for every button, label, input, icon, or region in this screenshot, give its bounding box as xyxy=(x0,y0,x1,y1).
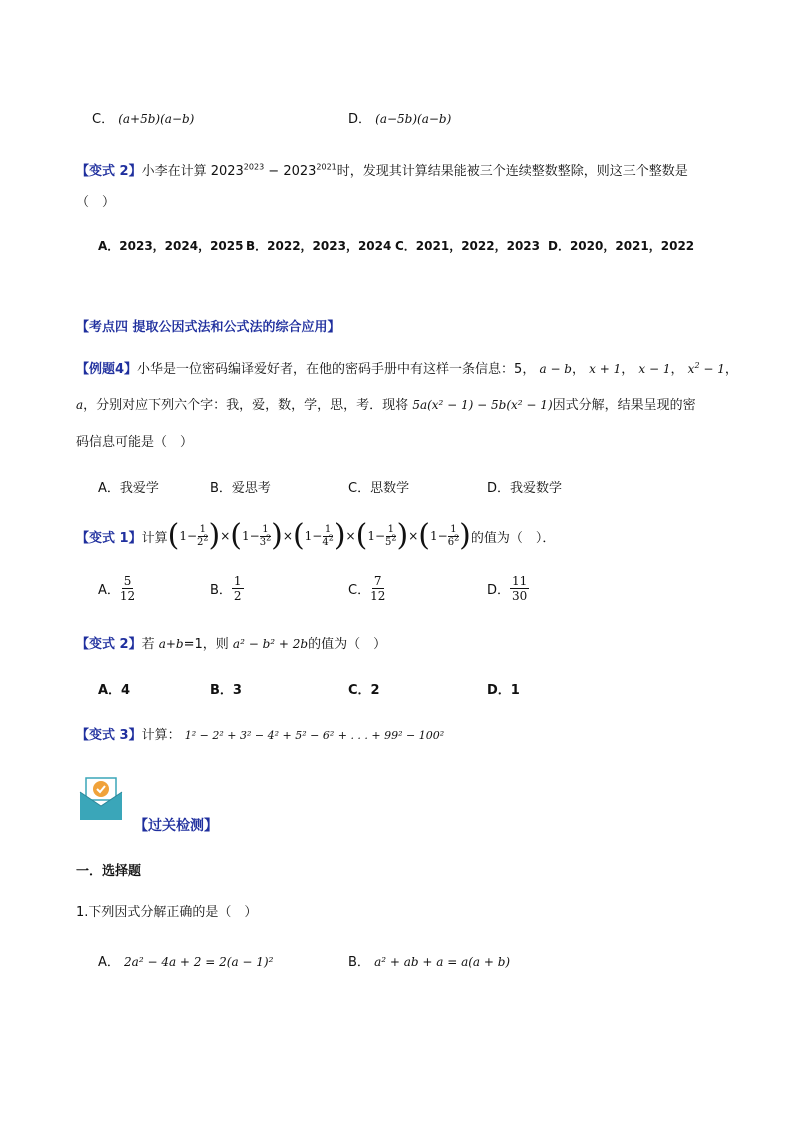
math-term: $x^2 - 1$ xyxy=(687,361,725,376)
question-text: 的值为（ ）． xyxy=(470,530,556,546)
variant-2-question xyxy=(76,160,688,179)
fraction: $\frac{11}{30}$ xyxy=(512,574,528,603)
option-d: D．1 xyxy=(487,683,520,698)
question-text: 小华是一位密码编译爱好者，在他的密码手册中有这样一条信息：5， xyxy=(137,362,536,377)
times-sign: × xyxy=(220,529,231,543)
option-c: C．2021，2022，2023 xyxy=(395,239,541,253)
question-text: 小李在计算 2023 xyxy=(141,164,244,179)
times-sign: × xyxy=(408,529,419,543)
question-text: − 2023 xyxy=(264,164,317,179)
variant-3-question: 【变式 3】计算： 1² − 2² + 3² − 4² + 5² − 6² + . . . + 99² − 100² xyxy=(76,728,445,743)
times-sign: × xyxy=(345,529,356,543)
option-a: A．4 xyxy=(98,683,131,698)
option-c: C．思数学 xyxy=(348,481,410,496)
product-factor: ( 1− $\frac{1}{2^2}$ ) xyxy=(167,518,221,553)
section-title: 【考点四 提取公因式法和公式法的综合应用】 xyxy=(76,320,341,335)
math-term: x − 1 xyxy=(638,362,671,376)
option-d: D．我爱数学 xyxy=(487,481,563,496)
option-a: A．2023，2024，2025 xyxy=(98,239,244,253)
exponent: 2023 xyxy=(243,162,265,172)
question-text: 计算 xyxy=(141,530,168,546)
option-c-prev xyxy=(92,108,194,127)
section-title: 【过关检测】 xyxy=(134,818,218,834)
math-expression: 5a(x² − 1) − 5b(x² − 1) xyxy=(412,398,553,412)
option-b: B． $\frac{1}{2}$ xyxy=(210,574,242,603)
variant-tag: 【变式 1】 xyxy=(76,530,142,546)
variant-1-question xyxy=(76,516,555,556)
fraction: $\frac{1}{2}$ xyxy=(233,574,242,603)
example-tag: 【例题4】 xyxy=(76,362,138,377)
math-expression: a² − b² + 2b xyxy=(232,637,309,651)
answer-paren: （ ） xyxy=(76,195,116,210)
question-1: 1.下列因式分解正确的是（ ） xyxy=(76,905,258,920)
option-b: B．爱思考 xyxy=(210,481,271,496)
example-4-line1: 【例题4】小华是一位密码编译爱好者，在他的密码手册中有这样一条信息：5， a − b， x + 1， x − 1， $x^2 - 1$， xyxy=(76,361,738,377)
option-d-prev xyxy=(348,108,451,127)
variant-tag: 【变式 2】 xyxy=(76,164,142,179)
product-expression xyxy=(167,518,471,553)
option-d: D．2020，2021，2022 xyxy=(548,239,695,253)
product-factor: ( 1− $\frac{1}{4^2}$ ) xyxy=(292,518,346,553)
math-expression: 2a² − 4a + 2 = 2(a − 1)² xyxy=(124,955,274,969)
math-expression: a² + ab + a = a(a + b) xyxy=(374,955,511,969)
fraction: $\frac{5}{12}$ xyxy=(119,574,136,603)
option-a: A． $\frac{5}{12}$ xyxy=(98,574,136,603)
option-c: C．2 xyxy=(348,683,380,698)
example-4-line2 xyxy=(76,394,696,413)
option-math: (a+5b)(a−b) xyxy=(118,112,195,126)
option-a: A． 2a² − 4a + 2 = 2(a − 1)² xyxy=(98,955,274,970)
times-sign: × xyxy=(282,529,293,543)
question-text: 因式分解，结果呈现的密 xyxy=(552,398,696,413)
question-text: ，分别对应下列六个字：我，爱，数，学，思，考．现将 xyxy=(83,398,409,413)
product-factor: ( 1− $\frac{1}{3^2}$ ) xyxy=(230,518,283,553)
option-c: C． $\frac{7}{12}$ xyxy=(348,574,386,603)
option-d: D． $\frac{11}{30}$ xyxy=(487,574,528,603)
product-factor: ( 1− $\frac{1}{5^2}$ ) xyxy=(355,518,409,553)
exponent: 2021 xyxy=(316,162,337,172)
fraction: $\frac{7}{12}$ xyxy=(370,574,386,603)
product-factor: ( 1− $\frac{1}{6^2}$ ) xyxy=(418,518,471,553)
option-label: D． xyxy=(348,112,372,127)
math-term: x + 1 xyxy=(589,362,622,376)
option-math: (a−5b)(a−b) xyxy=(375,112,452,126)
variant-tag: 【变式 3】 xyxy=(76,728,142,743)
variant-tag: 【变式 2】 xyxy=(76,637,142,652)
option-label: C． xyxy=(92,112,115,127)
option-b: B．3 xyxy=(210,683,242,698)
math-expression: 1² − 2² + 3² − 4² + 5² − 6² + . . . + 99² − 100² xyxy=(184,729,445,742)
option-b: B． a² + ab + a = a(a + b) xyxy=(348,955,511,970)
option-a: A．我爱学 xyxy=(98,481,159,496)
variant-2b-question: 【变式 2】若 a+b=1，则 a² − b² + 2b的值为（ ） xyxy=(76,637,387,652)
question-text: 时，发现其计算结果能被三个连续整数整除，则这三个整数是 xyxy=(336,164,688,179)
option-b: B．2022，2023，2024 xyxy=(246,239,392,253)
math-term: a − b xyxy=(539,362,572,376)
example-4-line3: 码信息可能是（ ） xyxy=(76,435,194,450)
math-term: a xyxy=(76,398,84,412)
part-title: 一．选择题 xyxy=(76,864,142,879)
checklist-icon xyxy=(78,776,124,826)
